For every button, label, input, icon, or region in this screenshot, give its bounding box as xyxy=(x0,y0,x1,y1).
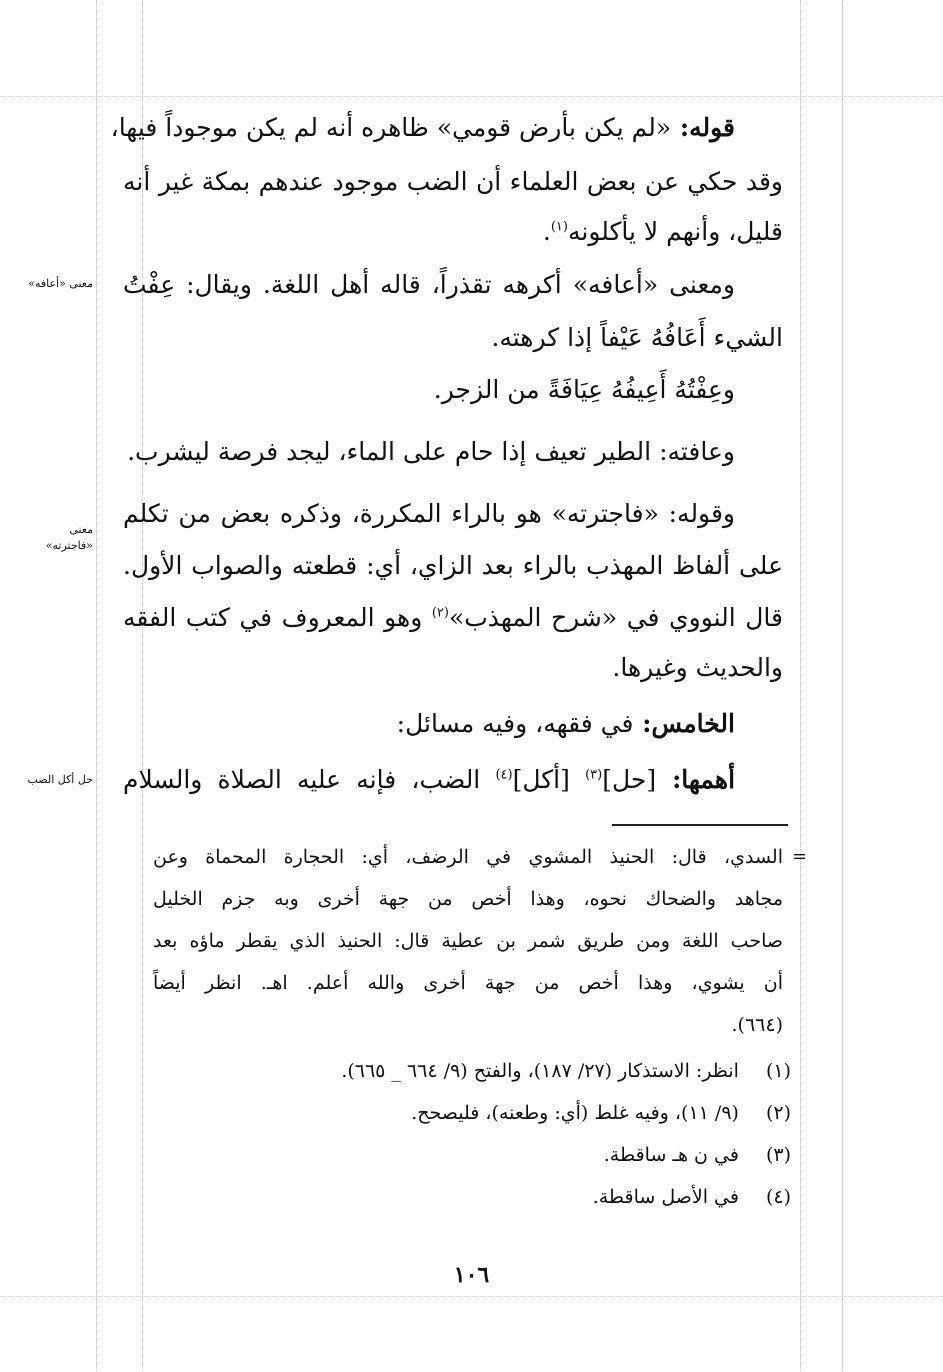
footnote-continuation-line: أن يشوي، وهذا أخص من جهة أخرى والله أعلم. اهـ. انظر أيضاً xyxy=(153,972,783,994)
footnote-text: (٩/ ١١)، وفيه غلط (أي: وطعنه)، فليصحح. xyxy=(411,1102,739,1124)
page-number: ١٠٦ xyxy=(453,1262,490,1288)
body-line-6: وعِفْتُهُ أَعِيفُهُ عِيَافَةً من الزجر. xyxy=(433,375,735,404)
scan-guide-line xyxy=(96,0,97,1372)
footnote-separator xyxy=(612,824,788,826)
footnote-number: (٢) xyxy=(765,1102,791,1124)
margin-note-eating-dabb: حل أكل الضب xyxy=(27,773,93,786)
body-line-2: وقد حكي عن بعض العلماء أن الضب موجود عندهم بمكة غير أنه xyxy=(123,167,783,196)
body-line-13: أهمها: [حل]$^{(٣)}$ [أكل]$^{(٤)}$ الضب، فإنه عليه الصلاة والسلام xyxy=(123,765,736,794)
footnote-number: (١) xyxy=(765,1060,791,1082)
scan-guide-line xyxy=(0,1296,943,1297)
section-heading: الخامس: في فقهه، وفيه مسائل: xyxy=(396,709,735,738)
margin-note-meaning-aafuhu: معنى «أعافه» xyxy=(28,277,93,290)
scan-guide-line xyxy=(842,0,843,1372)
body-line-11: والحديث وغيرها. xyxy=(612,653,783,682)
body-line-5: الشيء أَعَافُهُ عَيْفاً إذا كرهته. xyxy=(491,323,783,352)
footnote-ref-3: (٣) xyxy=(585,767,603,783)
footnote-ref-4: (٤) xyxy=(495,767,513,783)
footnote-number: (٤) xyxy=(765,1186,791,1208)
footnote-continuation-line: (٦٦٤). xyxy=(731,1014,783,1036)
body-line-7: وعافته: الطير تعيف إذا حام على الماء، ليجد فرصة ليشرب. xyxy=(127,437,735,466)
scan-guide-line xyxy=(800,0,801,1372)
footnote-text: في ن هـ ساقطة. xyxy=(603,1144,739,1166)
footnote-continuation-line: مجاهد والضحاك نحوه، وهذا أخص من جهة أخرى وبه جزم الخليل xyxy=(153,888,783,910)
footnote-continuation-line: السدي، قال: الحنيذ المشوي في الرضف، أي: الحجارة المحماة وعن xyxy=(153,846,783,868)
margin-note-meaning-fajtarrathu: معنى «فاجترته» xyxy=(45,523,93,552)
footnote-2 xyxy=(411,1098,791,1128)
footnote-text: في الأصل ساقطة. xyxy=(592,1186,739,1208)
footnote-3 xyxy=(604,1140,791,1170)
footnote-number: (٣) xyxy=(765,1144,791,1166)
footnote-ref-1: (١) xyxy=(550,219,568,235)
footnote-continuation-line: صاحب اللغة ومن طريق شمر بن عطية قال: الحنيذ الذي يقطر ماؤه بعد xyxy=(153,930,783,952)
body-line-10: قال النووي في «شرح المهذب»$^{(٢)}$ وهو المعروف في كتب الفقه xyxy=(123,603,783,632)
footnote-continuation-marker: = xyxy=(792,846,808,867)
body-line-8: وقوله: «فاجترته» هو بالراء المكررة، وذكره بعض من تكلم xyxy=(123,499,735,528)
footnote-text: انظر: الاستذكار (٢٧/ ١٨٧)، والفتح (٩/ ٦٦٤ _ ٦٦٥). xyxy=(341,1060,739,1082)
footnote-4 xyxy=(593,1182,791,1212)
body-line-9: على ألفاظ المهذب بالراء بعد الزاي، أي: قطعته والصواب الأول. xyxy=(123,551,783,580)
scan-guide-line xyxy=(0,96,943,97)
footnote-ref-2: (٢) xyxy=(431,605,449,621)
body-line-1: قوله: «لم يكن بأرض قومي» ظاهره أنه لم يكن موجوداً فيها، xyxy=(110,113,735,142)
footnote-1 xyxy=(341,1056,791,1086)
body-line-3: قليل، وأنهم لا يأكلونه$^{(١)}$. xyxy=(542,217,783,246)
body-line-4: ومعنى «أعافه» أكرهه تقذراً، قاله أهل اللغة. ويقال: عِفْتُ xyxy=(123,270,735,299)
